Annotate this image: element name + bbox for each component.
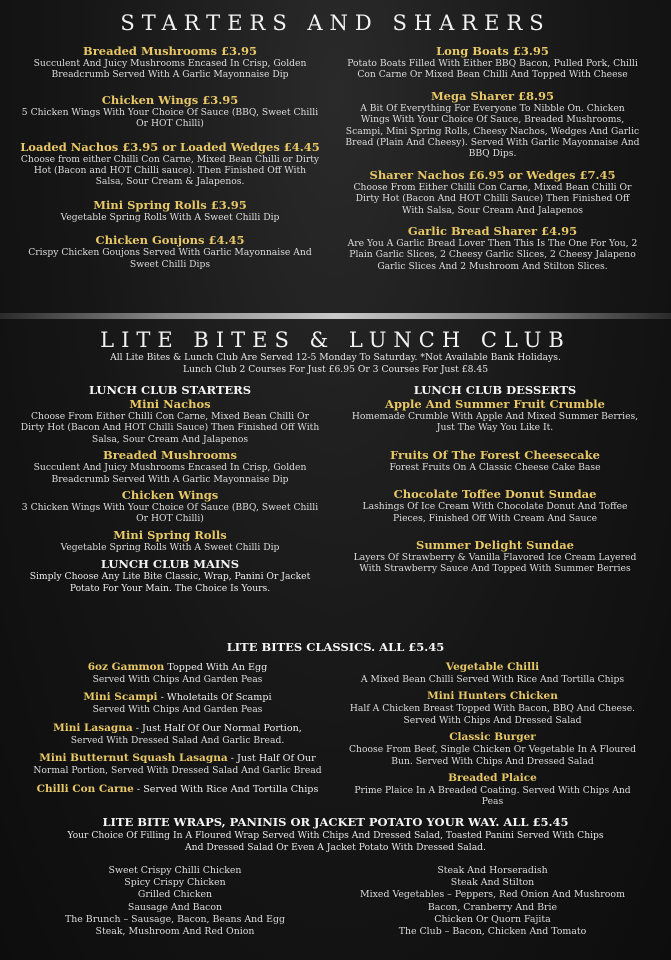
item-desc: Crispy Chicken Goujons Served With Garlic Mayonnaise And Sweet Chilli Dips bbox=[28, 247, 312, 270]
lunch-starters-title: LUNCH CLUB STARTERS bbox=[88, 383, 252, 397]
menu-item bbox=[20, 660, 335, 685]
item-desc: Lashings Of Ice Cream With Chocolate Donut And Toffee Pieces, Finished Off With Cream And Sauce bbox=[362, 501, 628, 524]
item-name: Chilli Con Carne bbox=[36, 782, 134, 795]
menu-item bbox=[345, 771, 640, 808]
list-item: Steak And Horseradish bbox=[437, 865, 548, 876]
list-item: Grilled Chicken bbox=[137, 889, 213, 901]
item-name: Mini Hunters Chicken bbox=[427, 690, 558, 703]
wraps-title: LITE BITE WRAPS, PANINIS OR JACKET POTATO YOUR WAY. ALL £5.45 bbox=[102, 815, 569, 829]
list-item: Sweet Crispy Chilli Chicken bbox=[108, 865, 242, 876]
item-desc: Served With Chips And Garden Peas bbox=[92, 704, 263, 716]
item-desc: Choose From Either Chilli Con Carne, Mixed Bean Chilli Or Dirty Hot (Bacon And HOT Chilli Sauce) Then Finished Off With Salsa, Sour Cream And Jalapenos bbox=[20, 411, 320, 445]
item-desc: Served With Chips And Garden Peas bbox=[92, 674, 263, 685]
item-desc: Succulent And Juicy Mushrooms Encased In Crisp, Golden Breadcrumb Served With A Garlic Mayonnaise Dip bbox=[33, 462, 307, 485]
menu-item bbox=[20, 690, 335, 715]
menu-item bbox=[20, 44, 320, 81]
item-name: Sharer Nachos £6.95 or Wedges £7.45 bbox=[369, 167, 616, 182]
menu-item bbox=[20, 782, 335, 796]
list-item: Steak And Stilton bbox=[450, 877, 535, 889]
item-desc: Forest Fruits On A Classic Cheese Cake Base bbox=[389, 461, 601, 473]
menu-item bbox=[20, 721, 335, 746]
menu-item bbox=[345, 168, 640, 216]
lite-title: LITE BITES & LUNCH CLUB bbox=[100, 328, 571, 352]
menu-item bbox=[350, 487, 640, 524]
item-note: - Just Half Of Our bbox=[227, 753, 316, 765]
item-note: Topped With An Egg bbox=[164, 662, 268, 673]
item-name: Long Boats £3.95 bbox=[436, 44, 549, 58]
item-note: - Just Half Of Our Normal Portion, bbox=[132, 722, 302, 734]
item-name: Chicken Wings £3.95 bbox=[101, 92, 239, 107]
menu-item bbox=[20, 397, 320, 445]
item-name: Fruits Of The Forest Cheesecake bbox=[390, 447, 600, 462]
lunch-desserts-title: LUNCH CLUB DESSERTS bbox=[413, 383, 577, 397]
item-name: 6oz Gammon bbox=[87, 661, 165, 673]
menu-item bbox=[350, 538, 640, 575]
menu-item bbox=[345, 89, 640, 160]
list-item: Bacon, Cranberry And Brie bbox=[427, 901, 558, 913]
starters-title: STARTERS AND SHARERS bbox=[120, 11, 551, 35]
lite-intro-hours: All Lite Bites & Lunch Club Are Served 12-5 Monday To Saturday. *Not Available Bank Holidays. bbox=[110, 352, 561, 363]
classics-right-column bbox=[345, 660, 640, 808]
lite-intro-prices: Lunch Club 2 Courses For Just £6.95 Or 3 Courses For Just £8.45 bbox=[182, 364, 489, 375]
item-desc: Are You A Garlic Bread Lover Then This Is The One For You, 2 Plain Garlic Slices, 2 Cheesy Garlic Slices, 2 Cheesy Jalapeno Garlic Slices And 2 Mushroom And Stilton Slices. bbox=[347, 238, 638, 272]
item-desc: Potato Boats Filled With Either BBQ Bacon, Pulled Pork, Chilli Con Carne Or Mixed Bean Chilli And Topped With Cheese bbox=[347, 58, 638, 81]
list-item: The Brunch – Sausage, Bacon, Beans And Egg bbox=[64, 913, 286, 925]
menu-item bbox=[345, 660, 640, 685]
item-desc: Homemade Crumble With Apple And Mixed Summer Berries, Just The Way You Like It. bbox=[351, 411, 639, 434]
item-desc: Served With Dressed Salad And Garlic Bread. bbox=[70, 734, 285, 746]
item-name: Vegetable Chilli bbox=[445, 661, 540, 673]
list-item: Mixed Vegetables – Peppers, Red Onion And Mushroom bbox=[360, 889, 625, 901]
item-name: Apple And Summer Fruit Crumble bbox=[385, 397, 605, 411]
lunch-desserts-column bbox=[350, 383, 640, 575]
starters-right-column bbox=[345, 44, 640, 280]
list-item: Spicy Crispy Chicken bbox=[124, 877, 226, 889]
item-desc: Layers Of Strawberry & Vanilla Flavored Ice Cream Layered With Strawberry Sauce And Topped With Summer Berries bbox=[353, 552, 637, 575]
item-name: Mega Sharer £8.95 bbox=[430, 88, 555, 103]
list-item: Chicken Or Quorn Fajita bbox=[434, 913, 551, 925]
item-desc: Vegetable Spring Rolls With A Sweet Chilli Dip bbox=[60, 541, 280, 553]
menu-item bbox=[20, 448, 320, 485]
item-name: Mini Butternut Squash Lasagna bbox=[39, 752, 228, 765]
item-name: Mini Lasagna bbox=[53, 721, 133, 734]
item-name: Chocolate Toffee Donut Sundae bbox=[393, 487, 597, 502]
item-desc: Half A Chicken Breast Topped With Bacon, BBQ And Cheese. Served With Chips And Dressed Salad bbox=[349, 703, 636, 726]
item-name: Chicken Goujons £4.45 bbox=[95, 233, 245, 248]
menu-item bbox=[345, 44, 640, 81]
classics-left-column bbox=[20, 660, 335, 796]
wraps-right-list bbox=[345, 865, 640, 938]
item-name: Classic Burger bbox=[449, 731, 536, 744]
item-desc: A Mixed Bean Chilli Served With Rice And Tortilla Chips bbox=[360, 674, 625, 685]
menu-item bbox=[20, 751, 335, 776]
menu-item bbox=[20, 140, 320, 188]
list-item: Sausage And Bacon bbox=[127, 901, 223, 913]
classics-title: LITE BITES CLASSICS. ALL £5.45 bbox=[226, 640, 445, 654]
menu-item bbox=[350, 397, 640, 434]
menu-item bbox=[20, 528, 320, 553]
lunch-mains-title: LUNCH CLUB MAINS bbox=[100, 557, 240, 572]
item-name: Breaded Plaice bbox=[448, 772, 537, 785]
item-note: - Wholetails Of Scampi bbox=[157, 692, 272, 704]
lunch-mains-desc: Simply Choose Any Lite Bite Classic, Wrap, Panini Or Jacket Potato For Your Main. The Choice Is Yours. bbox=[29, 571, 311, 594]
item-desc: Prime Plaice In A Breaded Coating. Served With Chips And Peas bbox=[354, 785, 631, 808]
item-name: Garlic Bread Sharer £4.95 bbox=[407, 224, 578, 239]
list-item: Steak, Mushroom And Red Onion bbox=[95, 926, 255, 938]
item-desc: 3 Chicken Wings With Your Choice Of Sauce (BBQ, Sweet Chilli Or HOT Chilli) bbox=[21, 502, 319, 525]
item-name: Breaded Mushrooms £3.95 bbox=[83, 44, 257, 58]
menu-item bbox=[345, 730, 640, 767]
item-name: Mini Spring Rolls £3.95 bbox=[93, 197, 247, 212]
menu-item bbox=[20, 233, 320, 270]
item-desc: Normal Portion, Served With Dressed Salad And Garlic Bread bbox=[33, 765, 322, 777]
section-divider bbox=[0, 313, 671, 319]
wraps-intro: Your Choice Of Filling In A Floured Wrap Served With Chips And Dressed Salad, Toasted Panini Served With Chips And Dressed Salad Or Even A Jacket Potato With Dressed Salad. bbox=[67, 830, 604, 853]
item-name: Mini Nachos bbox=[129, 397, 211, 411]
menu-item bbox=[20, 488, 320, 525]
starters-left-column bbox=[20, 44, 320, 278]
menu-item bbox=[20, 93, 320, 130]
list-item: The Club – Bacon, Chicken And Tomato bbox=[398, 926, 587, 938]
menu-item bbox=[345, 224, 640, 272]
lunch-starters-column bbox=[20, 383, 320, 594]
menu-item bbox=[345, 689, 640, 726]
item-desc: Choose From Beef, Single Chicken Or Vegetable In A Floured Bun. Served With Chips And Dressed Salad bbox=[349, 744, 636, 767]
wraps-left-list bbox=[30, 865, 320, 938]
item-note: - Served With Rice And Tortilla Chips bbox=[133, 783, 319, 795]
item-name: Breaded Mushrooms bbox=[103, 448, 237, 463]
item-desc: Succulent And Juicy Mushrooms Encased In Crisp, Golden Breadcrumb Served With A Garlic Mayonnaise Dip bbox=[33, 58, 307, 81]
item-name: Loaded Nachos £3.95 or Loaded Wedges £4.45 bbox=[20, 139, 320, 154]
menu-item bbox=[350, 448, 640, 473]
item-name: Mini Spring Rolls bbox=[113, 527, 227, 542]
item-desc: 5 Chicken Wings With Your Choice Of Sauce (BBQ, Sweet Chilli Or HOT Chilli) bbox=[21, 106, 319, 130]
item-desc: Choose from either Chilli Con Carne, Mixed Bean Chilli or Dirty Hot (Bacon and HOT Chilli sauce). Then Finished Off With Salsa, Sour Cream & Jalapenos. bbox=[20, 153, 320, 188]
menu-item bbox=[20, 198, 320, 223]
item-desc: Vegetable Spring Rolls With A Sweet Chilli Dip bbox=[60, 211, 280, 223]
item-name: Summer Delight Sundae bbox=[416, 538, 574, 553]
item-name: Chicken Wings bbox=[121, 488, 219, 503]
item-desc: Choose From Either Chilli Con Carne, Mixed Bean Chilli Or Dirty Hot (Bacon And HOT Chilli Sauce) Then Finished Off With Salsa, Sour Cream And Jalapenos bbox=[353, 181, 632, 216]
item-desc: A Bit Of Everything For Everyone To Nibble On. Chicken Wings With Your Choice Of Sauce, Breaded Mushrooms, Scampi, Mini Spring Rolls, Cheesy Nachos, Wedges And Garlic Bread (Plain And Cheesy). Served With Garlic Mayonnaise And BBQ Dips. bbox=[345, 102, 640, 160]
item-name: Mini Scampi bbox=[83, 691, 158, 704]
